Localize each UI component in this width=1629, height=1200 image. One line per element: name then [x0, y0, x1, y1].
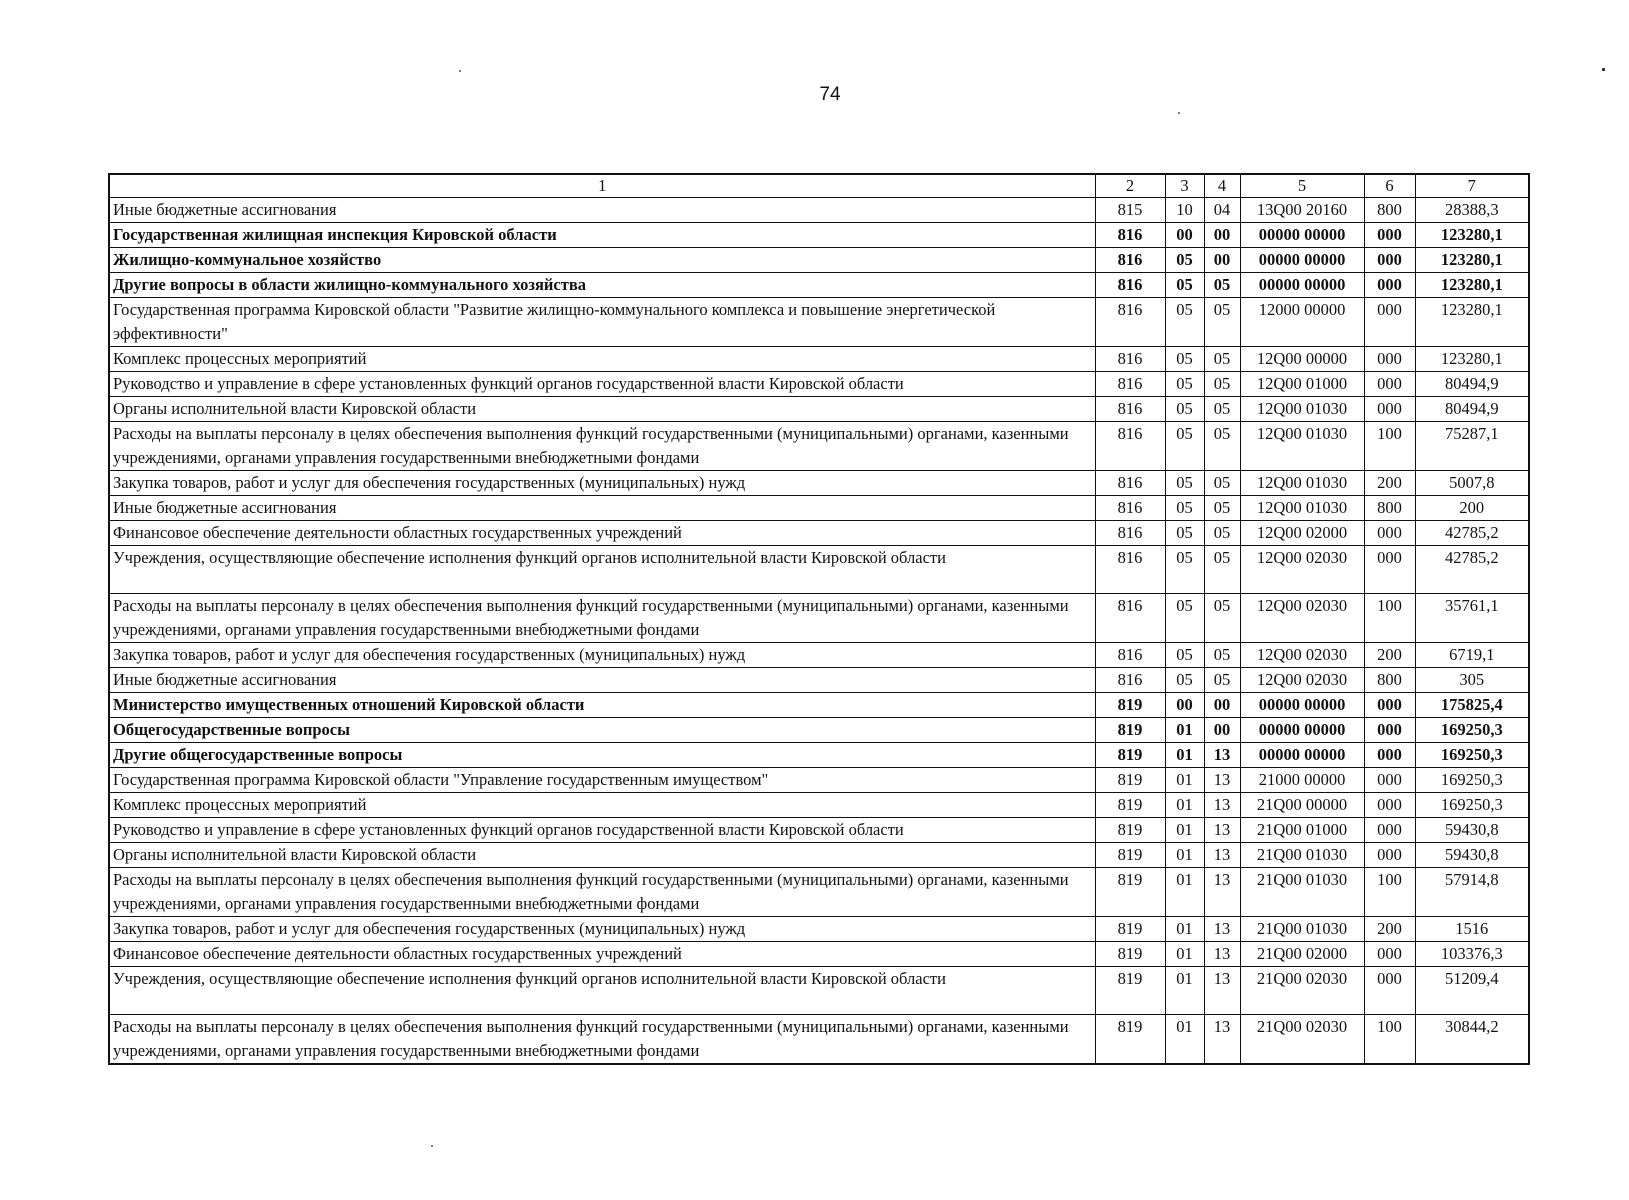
table-row	[109, 768, 1529, 793]
row-name-cell: Органы исполнительной власти Кировской области	[109, 843, 1095, 868]
admin-code-cell: 816	[1095, 643, 1165, 668]
section-code-cell: 05	[1165, 643, 1204, 668]
target-article-cell: 00000 00000	[1240, 743, 1364, 768]
expense-type-cell: 800	[1364, 496, 1415, 521]
amount-cell: 123280,1	[1415, 248, 1529, 273]
subsection-code-cell: 13	[1204, 942, 1240, 967]
expense-type-cell: 100	[1364, 594, 1415, 643]
section-code-cell: 01	[1165, 917, 1204, 942]
expense-type-cell: 000	[1364, 942, 1415, 967]
scan-speck	[1602, 68, 1605, 71]
table-row	[109, 668, 1529, 693]
amount-cell: 169250,3	[1415, 793, 1529, 818]
subsection-code-cell: 13	[1204, 768, 1240, 793]
target-article-cell: 00000 00000	[1240, 248, 1364, 273]
table-row	[109, 643, 1529, 668]
amount-cell: 51209,4	[1415, 967, 1529, 1015]
subsection-code-cell: 00	[1204, 248, 1240, 273]
target-article-cell: 21Q00 01030	[1240, 843, 1364, 868]
section-code-cell: 01	[1165, 818, 1204, 843]
table-row	[109, 868, 1529, 917]
expense-type-cell: 000	[1364, 843, 1415, 868]
target-article-cell: 21Q00 01030	[1240, 868, 1364, 917]
row-name-cell: Жилищно-коммунальное хозяйство	[109, 248, 1095, 273]
admin-code-cell: 816	[1095, 546, 1165, 594]
target-article-cell: 21Q00 02000	[1240, 942, 1364, 967]
target-article-cell: 21Q00 02030	[1240, 967, 1364, 1015]
amount-cell: 6719,1	[1415, 643, 1529, 668]
table-row	[109, 843, 1529, 868]
row-name-cell: Государственная программа Кировской области "Управление государственным имуществом"	[109, 768, 1095, 793]
admin-code-cell: 816	[1095, 223, 1165, 248]
section-code-cell: 01	[1165, 843, 1204, 868]
section-code-cell: 05	[1165, 273, 1204, 298]
amount-cell: 59430,8	[1415, 818, 1529, 843]
expense-type-cell: 000	[1364, 793, 1415, 818]
section-code-cell: 05	[1165, 422, 1204, 471]
target-article-cell: 00000 00000	[1240, 718, 1364, 743]
section-code-cell: 05	[1165, 668, 1204, 693]
row-name-cell: Министерство имущественных отношений Кировской области	[109, 693, 1095, 718]
section-code-cell: 01	[1165, 768, 1204, 793]
amount-cell: 123280,1	[1415, 347, 1529, 372]
section-code-cell: 00	[1165, 693, 1204, 718]
section-code-cell: 05	[1165, 372, 1204, 397]
subsection-code-cell: 05	[1204, 422, 1240, 471]
scan-speck	[431, 1145, 433, 1147]
table-row	[109, 594, 1529, 643]
admin-code-cell: 816	[1095, 471, 1165, 496]
target-article-cell: 12000 00000	[1240, 298, 1364, 347]
table-row	[109, 347, 1529, 372]
subsection-code-cell: 00	[1204, 718, 1240, 743]
admin-code-cell: 819	[1095, 768, 1165, 793]
amount-cell: 28388,3	[1415, 198, 1529, 223]
section-code-cell: 01	[1165, 868, 1204, 917]
target-article-cell: 12Q00 00000	[1240, 347, 1364, 372]
expense-type-cell: 000	[1364, 818, 1415, 843]
expense-type-cell: 200	[1364, 471, 1415, 496]
row-name-cell: Иные бюджетные ассигнования	[109, 496, 1095, 521]
subsection-code-cell: 13	[1204, 818, 1240, 843]
section-code-cell: 05	[1165, 471, 1204, 496]
expense-type-cell: 000	[1364, 372, 1415, 397]
admin-code-cell: 819	[1095, 868, 1165, 917]
page-number: 74	[819, 84, 841, 105]
subsection-code-cell: 13	[1204, 1015, 1240, 1065]
header-cell: 6	[1364, 174, 1415, 198]
table-row	[109, 397, 1529, 422]
target-article-cell: 12Q00 01000	[1240, 372, 1364, 397]
section-code-cell: 01	[1165, 942, 1204, 967]
row-name-cell: Расходы на выплаты персоналу в целях обеспечения выполнения функций государственными (муниципальными) органами, казенными учреждениями, органами управления государственными внебюджетными фондами	[109, 1015, 1095, 1065]
row-name-cell: Закупка товаров, работ и услуг для обеспечения государственных (муниципальных) нужд	[109, 471, 1095, 496]
header-cell: 2	[1095, 174, 1165, 198]
table-row	[109, 967, 1529, 1015]
table-row	[109, 223, 1529, 248]
scan-speck	[1178, 112, 1180, 114]
row-name-cell: Органы исполнительной власти Кировской области	[109, 397, 1095, 422]
target-article-cell: 12Q00 02000	[1240, 521, 1364, 546]
admin-code-cell: 816	[1095, 248, 1165, 273]
row-name-cell: Руководство и управление в сфере установленных функций органов государственной власти Кировской области	[109, 818, 1095, 843]
subsection-code-cell: 05	[1204, 298, 1240, 347]
section-code-cell: 10	[1165, 198, 1204, 223]
expense-type-cell: 000	[1364, 347, 1415, 372]
amount-cell: 103376,3	[1415, 942, 1529, 967]
header-cell: 5	[1240, 174, 1364, 198]
row-name-cell: Государственная жилищная инспекция Кировской области	[109, 223, 1095, 248]
table-row	[109, 521, 1529, 546]
row-name-cell: Учреждения, осуществляющие обеспечение исполнения функций органов исполнительной власти Кировской области	[109, 546, 1095, 594]
amount-cell: 80494,9	[1415, 397, 1529, 422]
amount-cell: 123280,1	[1415, 223, 1529, 248]
header-cell: 7	[1415, 174, 1529, 198]
section-code-cell: 01	[1165, 967, 1204, 1015]
section-code-cell: 05	[1165, 347, 1204, 372]
section-code-cell: 05	[1165, 594, 1204, 643]
section-code-cell: 05	[1165, 248, 1204, 273]
admin-code-cell: 819	[1095, 942, 1165, 967]
admin-code-cell: 819	[1095, 967, 1165, 1015]
subsection-code-cell: 05	[1204, 643, 1240, 668]
subsection-code-cell: 05	[1204, 546, 1240, 594]
expense-type-cell: 800	[1364, 668, 1415, 693]
amount-cell: 57914,8	[1415, 868, 1529, 917]
admin-code-cell: 816	[1095, 496, 1165, 521]
section-code-cell: 05	[1165, 521, 1204, 546]
amount-cell: 80494,9	[1415, 372, 1529, 397]
target-article-cell: 12Q00 02030	[1240, 546, 1364, 594]
amount-cell: 123280,1	[1415, 298, 1529, 347]
amount-cell: 5007,8	[1415, 471, 1529, 496]
row-name-cell: Другие вопросы в области жилищно-коммунального хозяйства	[109, 273, 1095, 298]
subsection-code-cell: 00	[1204, 223, 1240, 248]
section-code-cell: 01	[1165, 793, 1204, 818]
amount-cell: 42785,2	[1415, 521, 1529, 546]
header-cell: 4	[1204, 174, 1240, 198]
expense-type-cell: 000	[1364, 718, 1415, 743]
row-name-cell: Иные бюджетные ассигнования	[109, 668, 1095, 693]
admin-code-cell: 816	[1095, 273, 1165, 298]
expense-type-cell: 200	[1364, 643, 1415, 668]
target-article-cell: 21Q00 02030	[1240, 1015, 1364, 1065]
amount-cell: 305	[1415, 668, 1529, 693]
table-row	[109, 743, 1529, 768]
admin-code-cell: 816	[1095, 668, 1165, 693]
expense-type-cell: 800	[1364, 198, 1415, 223]
expense-type-cell: 100	[1364, 422, 1415, 471]
subsection-code-cell: 05	[1204, 273, 1240, 298]
row-name-cell: Государственная программа Кировской области "Развитие жилищно-коммунального комплекса и повышение энергетической эффективности"	[109, 298, 1095, 347]
expense-type-cell: 200	[1364, 917, 1415, 942]
admin-code-cell: 819	[1095, 1015, 1165, 1065]
table-row	[109, 793, 1529, 818]
target-article-cell: 12Q00 02030	[1240, 594, 1364, 643]
expense-type-cell: 000	[1364, 967, 1415, 1015]
subsection-code-cell: 13	[1204, 868, 1240, 917]
admin-code-cell: 819	[1095, 718, 1165, 743]
row-name-cell: Иные бюджетные ассигнования	[109, 198, 1095, 223]
amount-cell: 42785,2	[1415, 546, 1529, 594]
subsection-code-cell: 00	[1204, 693, 1240, 718]
subsection-code-cell: 13	[1204, 967, 1240, 1015]
budget-table	[108, 173, 1530, 1065]
target-article-cell: 21Q00 00000	[1240, 793, 1364, 818]
amount-cell: 1516	[1415, 917, 1529, 942]
row-name-cell: Закупка товаров, работ и услуг для обеспечения государственных (муниципальных) нужд	[109, 643, 1095, 668]
table-row	[109, 298, 1529, 347]
section-code-cell: 01	[1165, 1015, 1204, 1065]
table-row	[109, 917, 1529, 942]
section-code-cell: 05	[1165, 298, 1204, 347]
subsection-code-cell: 05	[1204, 594, 1240, 643]
table-row	[109, 718, 1529, 743]
amount-cell: 75287,1	[1415, 422, 1529, 471]
expense-type-cell: 000	[1364, 273, 1415, 298]
expense-type-cell: 100	[1364, 868, 1415, 917]
target-article-cell: 12Q00 01030	[1240, 496, 1364, 521]
row-name-cell: Общегосударственные вопросы	[109, 718, 1095, 743]
expense-type-cell: 000	[1364, 223, 1415, 248]
target-article-cell: 00000 00000	[1240, 693, 1364, 718]
table-row	[109, 273, 1529, 298]
section-code-cell: 05	[1165, 496, 1204, 521]
table-row	[109, 693, 1529, 718]
target-article-cell: 12Q00 01030	[1240, 471, 1364, 496]
admin-code-cell: 816	[1095, 372, 1165, 397]
amount-cell: 123280,1	[1415, 273, 1529, 298]
scan-speck	[459, 70, 461, 72]
section-code-cell: 05	[1165, 397, 1204, 422]
row-name-cell: Финансовое обеспечение деятельности областных государственных учреждений	[109, 942, 1095, 967]
target-article-cell: 12Q00 01030	[1240, 422, 1364, 471]
row-name-cell: Финансовое обеспечение деятельности областных государственных учреждений	[109, 521, 1095, 546]
admin-code-cell: 819	[1095, 843, 1165, 868]
target-article-cell: 00000 00000	[1240, 223, 1364, 248]
section-code-cell: 01	[1165, 718, 1204, 743]
admin-code-cell: 819	[1095, 818, 1165, 843]
amount-cell: 30844,2	[1415, 1015, 1529, 1065]
admin-code-cell: 816	[1095, 347, 1165, 372]
expense-type-cell: 000	[1364, 298, 1415, 347]
admin-code-cell: 819	[1095, 917, 1165, 942]
target-article-cell: 12Q00 01030	[1240, 397, 1364, 422]
row-name-cell: Учреждения, осуществляющие обеспечение исполнения функций органов исполнительной власти Кировской области	[109, 967, 1095, 1015]
expense-type-cell: 000	[1364, 693, 1415, 718]
expense-type-cell: 000	[1364, 521, 1415, 546]
table-row	[109, 942, 1529, 967]
target-article-cell: 00000 00000	[1240, 273, 1364, 298]
table-row	[109, 471, 1529, 496]
table-row	[109, 422, 1529, 471]
row-name-cell: Руководство и управление в сфере установленных функций органов государственной власти Кировской области	[109, 372, 1095, 397]
amount-cell: 200	[1415, 496, 1529, 521]
subsection-code-cell: 05	[1204, 496, 1240, 521]
subsection-code-cell: 05	[1204, 521, 1240, 546]
table-row	[109, 496, 1529, 521]
table-row	[109, 818, 1529, 843]
expense-type-cell: 100	[1364, 1015, 1415, 1065]
row-name-cell: Расходы на выплаты персоналу в целях обеспечения выполнения функций государственными (муниципальными) органами, казенными учреждениями, органами управления государственными внебюджетными фондами	[109, 594, 1095, 643]
target-article-cell: 21Q00 01000	[1240, 818, 1364, 843]
target-article-cell: 12Q00 02030	[1240, 643, 1364, 668]
admin-code-cell: 816	[1095, 422, 1165, 471]
expense-type-cell: 000	[1364, 768, 1415, 793]
expense-type-cell: 000	[1364, 248, 1415, 273]
amount-cell: 59430,8	[1415, 843, 1529, 868]
target-article-cell: 13Q00 20160	[1240, 198, 1364, 223]
subsection-code-cell: 13	[1204, 917, 1240, 942]
subsection-code-cell: 04	[1204, 198, 1240, 223]
target-article-cell: 21000 00000	[1240, 768, 1364, 793]
target-article-cell: 12Q00 02030	[1240, 668, 1364, 693]
expense-type-cell: 000	[1364, 743, 1415, 768]
expense-type-cell: 000	[1364, 546, 1415, 594]
subsection-code-cell: 05	[1204, 372, 1240, 397]
subsection-code-cell: 13	[1204, 743, 1240, 768]
table-row	[109, 546, 1529, 594]
subsection-code-cell: 05	[1204, 397, 1240, 422]
section-code-cell: 01	[1165, 743, 1204, 768]
admin-code-cell: 816	[1095, 298, 1165, 347]
amount-cell: 175825,4	[1415, 693, 1529, 718]
row-name-cell: Комплекс процессных мероприятий	[109, 793, 1095, 818]
table-row	[109, 372, 1529, 397]
amount-cell: 35761,1	[1415, 594, 1529, 643]
row-name-cell: Другие общегосударственные вопросы	[109, 743, 1095, 768]
subsection-code-cell: 13	[1204, 843, 1240, 868]
row-name-cell: Закупка товаров, работ и услуг для обеспечения государственных (муниципальных) нужд	[109, 917, 1095, 942]
section-code-cell: 00	[1165, 223, 1204, 248]
row-name-cell: Комплекс процессных мероприятий	[109, 347, 1095, 372]
table-row	[109, 1015, 1529, 1065]
section-code-cell: 05	[1165, 546, 1204, 594]
header-cell: 1	[109, 174, 1095, 198]
subsection-code-cell: 05	[1204, 347, 1240, 372]
subsection-code-cell: 05	[1204, 668, 1240, 693]
subsection-code-cell: 13	[1204, 793, 1240, 818]
table-row	[109, 198, 1529, 223]
table-header-row	[109, 174, 1529, 198]
target-article-cell: 21Q00 01030	[1240, 917, 1364, 942]
row-name-cell: Расходы на выплаты персоналу в целях обеспечения выполнения функций государственными (муниципальными) органами, казенными учреждениями, органами управления государственными внебюджетными фондами	[109, 422, 1095, 471]
admin-code-cell: 819	[1095, 793, 1165, 818]
admin-code-cell: 816	[1095, 397, 1165, 422]
admin-code-cell: 819	[1095, 693, 1165, 718]
expense-type-cell: 000	[1364, 397, 1415, 422]
admin-code-cell: 815	[1095, 198, 1165, 223]
header-cell: 3	[1165, 174, 1204, 198]
admin-code-cell: 819	[1095, 743, 1165, 768]
subsection-code-cell: 05	[1204, 471, 1240, 496]
admin-code-cell: 816	[1095, 521, 1165, 546]
row-name-cell: Расходы на выплаты персоналу в целях обеспечения выполнения функций государственными (муниципальными) органами, казенными учреждениями, органами управления государственными внебюджетными фондами	[109, 868, 1095, 917]
amount-cell: 169250,3	[1415, 718, 1529, 743]
amount-cell: 169250,3	[1415, 768, 1529, 793]
table-row	[109, 248, 1529, 273]
amount-cell: 169250,3	[1415, 743, 1529, 768]
admin-code-cell: 816	[1095, 594, 1165, 643]
